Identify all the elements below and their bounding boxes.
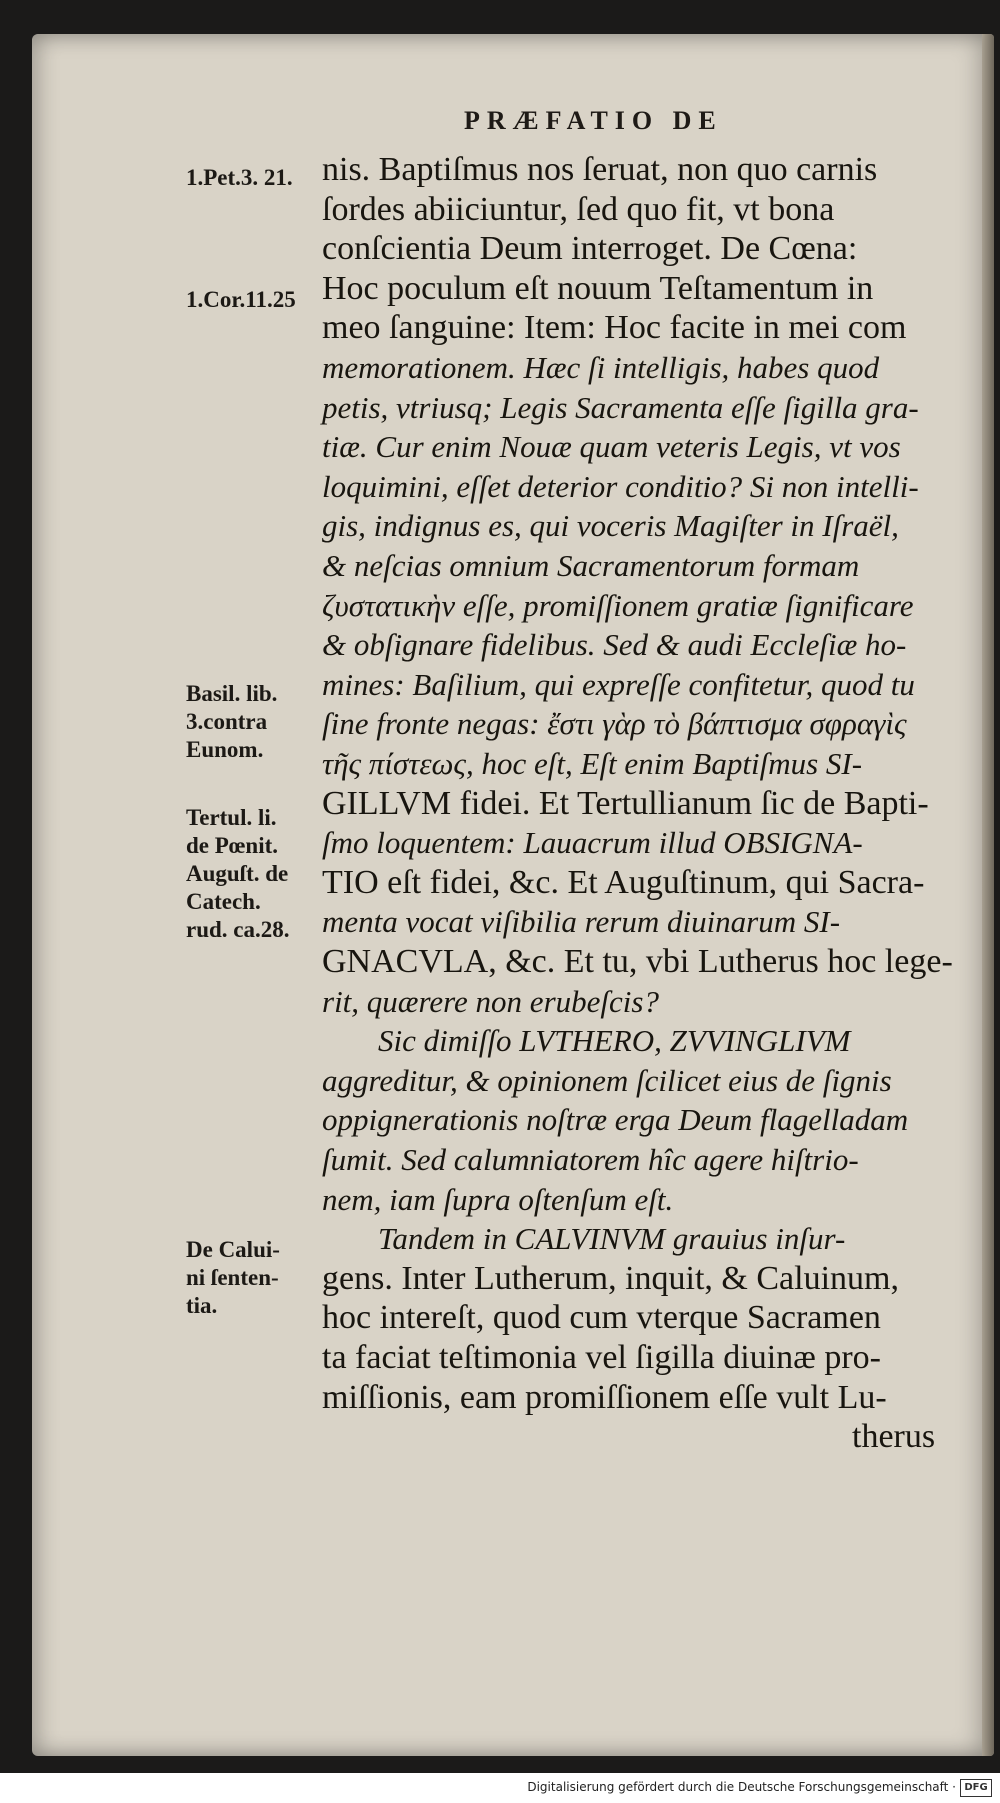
text-line: ſmo loquentem: Lauacrum illud OBSIGNA-	[322, 825, 863, 861]
text-line: GNACVLA, &c. Et tu, vbi Lutherus hoc lege-	[322, 943, 953, 980]
text-line: ſine fronte negas: ἔστι γὰρ τὸ βάπτισμα σφραγὶς	[322, 706, 907, 742]
text-line: hoc intereſt, quod cum vterque Sacramen	[322, 1299, 881, 1337]
text-line: gens. Inter Lutherum, inquit, & Caluinum,	[322, 1259, 899, 1297]
footer-credit: Digitalisierung gefördert durch die Deutsche Forschungsgemeinschaft ·	[527, 1780, 956, 1794]
text-line: ta faciat teſtimonia vel ſigilla diuinæ pro-	[322, 1339, 881, 1376]
text-line: ζυστατικὴν eſſe, promiſſionem gratiæ ſignificare	[322, 587, 914, 623]
text-line: meo ſanguine: Item: Hoc facite in mei com	[322, 309, 907, 347]
text-line: memorationem. Hæc ſi intelligis, habes quod	[322, 350, 880, 385]
margin-note: 1.Cor.11.25	[186, 287, 296, 312]
text-line: petis, vtriusq; Legis Sacramenta eſſe ſigilla gra-	[322, 389, 919, 425]
text-line: ſumit. Sed calumniatorem hîc agere hiſtrio-	[322, 1142, 859, 1177]
dfg-logo: DFG	[960, 1779, 992, 1797]
text-line: therus	[852, 1418, 936, 1456]
text-line: TIO eſt fidei, &c. Et Auguſtinum, qui Sacra-	[322, 863, 925, 901]
text-line: miſſionis, eam promiſſionem eſſe vult Lu-	[322, 1378, 887, 1416]
text-line: rit, quærere non erubeſcis?	[322, 983, 659, 1019]
text-line: mines: Baſilium, qui expreſſe confitetur, quod tu	[322, 666, 915, 702]
text-line: GILLVM fidei. Et Tertullianum ſic de Bapti-	[322, 784, 929, 822]
text-line: gis, indignus es, qui voceris Magiſter in Iſraël,	[322, 508, 899, 544]
text-line: Hoc poculum eſt nouum Teſtamentum in	[322, 269, 874, 307]
running-head: PRÆFATIO DE	[464, 106, 723, 135]
text-line: nem, iam ſupra oſtenſum eſt.	[322, 1181, 674, 1217]
text-line: aggreditur, & opinionem ſcilicet eius de ſignis	[322, 1062, 892, 1098]
margin-note: Basil. lib. 3.contra Eunom.	[186, 681, 278, 762]
text-line: Sic dimiſſo LVTHERO, ZVVINGLIVM	[378, 1023, 851, 1059]
text-line: menta vocat viſibilia rerum diuinarum SI-	[322, 904, 841, 940]
text-line: oppignerationis noſtræ erga Deum flagelladam	[322, 1102, 909, 1138]
page-edge	[982, 34, 994, 1756]
margin-note: 1.Pet.3. 21.	[186, 165, 293, 190]
text-line: loquimini, eſſet deterior conditio? Si non intelli-	[322, 468, 919, 504]
text-line: Tandem in CALVINVM grauius inſur-	[378, 1221, 846, 1257]
margin-note: De Calui- ni ſenten- tia.	[186, 1237, 280, 1318]
margin-note: Tertul. li. de Pœnit. Auguſt. de Catech. rud. ca.28.	[186, 805, 290, 942]
text-line: & obſignare fidelibus. Sed & audi Eccleſiæ ho-	[322, 627, 907, 663]
text-line: τῆς πίστεως, hoc eſt, Eſt enim Baptiſmus SI-	[322, 746, 863, 781]
text-line: conſcientia Deum interroget. De Cœna:	[322, 230, 858, 268]
text-line: nis. Baptiſmus nos ſeruat, non quo carnis	[322, 151, 878, 188]
text-line: & neſcias omnium Sacramentorum formam	[322, 548, 860, 583]
text-line: ſordes abiiciuntur, ſed quo fit, vt bona	[322, 190, 835, 228]
text-line: tiæ. Cur enim Nouæ quam veteris Legis, vt vos	[322, 429, 901, 465]
